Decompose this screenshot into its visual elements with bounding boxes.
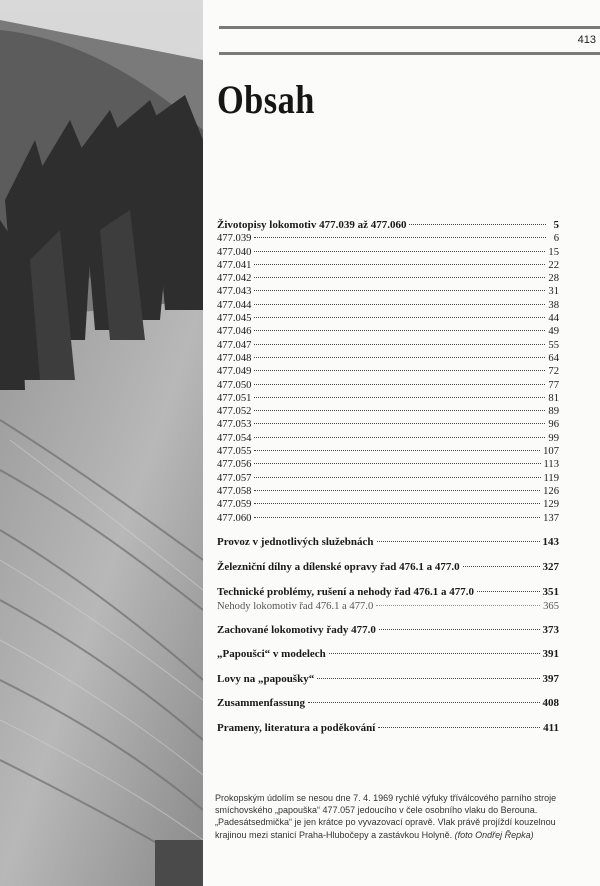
toc-entry-label: 477.055 bbox=[217, 446, 252, 458]
toc-entry-locomotive[interactable] bbox=[217, 392, 559, 405]
toc-entry-locomotive[interactable] bbox=[217, 365, 559, 378]
leader-dots bbox=[254, 317, 545, 318]
toc-entry-label: 477.040 bbox=[217, 246, 252, 258]
toc-entry-label: 477.059 bbox=[217, 499, 252, 511]
toc-entry-locomotive[interactable] bbox=[217, 485, 559, 498]
toc-entry-lives[interactable] bbox=[217, 219, 559, 232]
toc-entry-page: 72 bbox=[548, 366, 559, 378]
toc-entry-page: 327 bbox=[542, 561, 559, 574]
toc-entry-page: 77 bbox=[548, 379, 559, 391]
toc-entry-locomotive[interactable] bbox=[217, 285, 559, 298]
page-number: 413 bbox=[577, 34, 596, 46]
leader-dots bbox=[254, 503, 540, 504]
toc-entry-page: 397 bbox=[542, 672, 559, 685]
leader-dots bbox=[254, 490, 540, 491]
toc-entry-locomotive[interactable] bbox=[217, 272, 559, 285]
toc-entry-page: 49 bbox=[548, 326, 559, 338]
toc-entry-label: 477.051 bbox=[217, 392, 252, 404]
leader-dots bbox=[254, 290, 545, 291]
toc-entry-locomotive[interactable] bbox=[217, 339, 559, 352]
leader-dots bbox=[254, 410, 545, 411]
landscape-photo bbox=[0, 0, 203, 886]
toc-entry-page: 44 bbox=[548, 313, 559, 325]
toc-entry-page: 64 bbox=[548, 352, 559, 364]
leader-dots bbox=[409, 224, 546, 225]
toc-entry-page: 137 bbox=[543, 512, 559, 524]
page-title: Obsah bbox=[217, 77, 315, 122]
leader-dots bbox=[254, 357, 545, 358]
toc-entry-provoz[interactable] bbox=[217, 536, 559, 549]
toc-entry-page: 31 bbox=[548, 286, 559, 298]
toc-entry-label: 477.039 bbox=[217, 233, 252, 245]
toc-entry-page: 129 bbox=[543, 499, 559, 511]
toc-entry-label: 477.060 bbox=[217, 512, 252, 524]
toc-entry-page: 365 bbox=[543, 600, 559, 612]
toc-entry-label: Technické problémy, rušení a nehody řad 476.1 a 477.0 bbox=[217, 586, 475, 599]
toc-entry-label: Lovy na „papoušky“ bbox=[217, 672, 315, 685]
toc-entry-locomotive[interactable] bbox=[217, 405, 559, 418]
toc-entry-locomotive[interactable] bbox=[217, 379, 559, 392]
toc-entry-page: 411 bbox=[543, 722, 559, 735]
toc-entry-page: 119 bbox=[543, 472, 559, 484]
leader-dots bbox=[254, 251, 545, 252]
toc-entry-label: 477.046 bbox=[217, 326, 252, 338]
leader-dots bbox=[254, 264, 545, 265]
toc-entry-locomotive[interactable] bbox=[217, 299, 559, 312]
leader-dots bbox=[463, 566, 540, 567]
leader-dots bbox=[254, 304, 545, 305]
toc-entry-label: 477.047 bbox=[217, 339, 252, 351]
leader-dots bbox=[377, 541, 540, 542]
toc-entry-lovy[interactable] bbox=[217, 673, 559, 686]
leader-dots bbox=[254, 237, 546, 238]
toc-entry-locomotive[interactable] bbox=[217, 232, 559, 245]
toc-entry-technicke[interactable] bbox=[217, 586, 559, 599]
toc-entry-label: 477.049 bbox=[217, 366, 252, 378]
toc-entry-label: 477.045 bbox=[217, 313, 252, 325]
toc-entry-label: Zusammenfassung bbox=[217, 696, 306, 709]
leader-dots bbox=[254, 277, 545, 278]
leader-dots bbox=[254, 397, 545, 398]
toc-entry-page: 38 bbox=[548, 299, 559, 311]
photo-caption bbox=[215, 792, 585, 841]
toc-entry-label: „Papoušci“ v modelech bbox=[217, 648, 326, 661]
toc-entry-locomotive[interactable] bbox=[217, 246, 559, 259]
toc-entry-modely[interactable] bbox=[217, 648, 559, 661]
toc-entry-page: 15 bbox=[548, 246, 559, 258]
contents-page bbox=[203, 0, 600, 886]
leader-dots bbox=[254, 450, 540, 451]
photo-credit: (foto Ondřej Řepka) bbox=[454, 829, 534, 840]
table-of-contents bbox=[217, 219, 559, 736]
toc-entry-label: 477.056 bbox=[217, 459, 252, 471]
toc-entry-label: Životopisy lokomotiv 477.039 až 477.060 bbox=[217, 219, 407, 231]
toc-entry-label: Prameny, literatura a poděkování bbox=[217, 722, 376, 735]
toc-entry-nehody[interactable] bbox=[217, 600, 559, 613]
toc-entry-label: 477.043 bbox=[217, 286, 252, 298]
toc-entry-page: 107 bbox=[543, 446, 559, 458]
leader-dots bbox=[254, 437, 545, 438]
toc-entry-locomotive[interactable] bbox=[217, 458, 559, 471]
toc-entry-label: 477.052 bbox=[217, 406, 252, 418]
toc-entry-page: 89 bbox=[548, 406, 559, 418]
top-rule-lower bbox=[219, 52, 600, 55]
toc-entry-label: 477.042 bbox=[217, 273, 252, 285]
toc-entry-zachovane[interactable] bbox=[217, 624, 559, 637]
toc-entry-label: 477.057 bbox=[217, 472, 252, 484]
toc-entry-locomotive[interactable] bbox=[217, 472, 559, 485]
top-rule bbox=[219, 26, 600, 29]
toc-entry-label: Železniční dílny a dílenské opravy řad 476.1 a 477.0 bbox=[217, 561, 460, 574]
toc-entry-page: 373 bbox=[542, 624, 559, 637]
caption-text: Prokopským údolím se nesou dne 7. 4. 1969 rychlé výfuky tříválcového parního stroje smíchovského „papouška“ 477.057 jedoucího v čele osobního vlaku do Berouna. „Padesátsedmička“ je jen krátce po vyvazovací opravě. Vlak právě projíždí kouzelnou krajinou mezi stanicí Praha-Hlubočepy a zastávkou Holyně. bbox=[215, 793, 557, 840]
toc-entry-label: 477.044 bbox=[217, 299, 252, 311]
leader-dots bbox=[376, 605, 540, 606]
toc-entry-locomotive[interactable] bbox=[217, 325, 559, 338]
toc-entry-locomotive[interactable] bbox=[217, 498, 559, 511]
leader-dots bbox=[254, 477, 540, 478]
leader-dots bbox=[254, 463, 540, 464]
toc-entry-prameny[interactable] bbox=[217, 722, 559, 735]
toc-entry-page: 55 bbox=[548, 339, 559, 351]
toc-entry-label: Provoz v jednotlivých služebnách bbox=[217, 535, 374, 548]
toc-entry-locomotive[interactable] bbox=[217, 259, 559, 272]
toc-entry-dilny[interactable] bbox=[217, 561, 559, 574]
toc-entry-page: 6 bbox=[553, 233, 559, 245]
toc-entry-locomotive[interactable] bbox=[217, 418, 559, 431]
leader-dots bbox=[254, 344, 545, 345]
toc-entry-label: 477.048 bbox=[217, 352, 252, 364]
toc-entry-label: 477.053 bbox=[217, 419, 252, 431]
toc-entry-page: 81 bbox=[548, 392, 559, 404]
leader-dots bbox=[254, 384, 545, 385]
toc-entry-page: 143 bbox=[542, 535, 559, 548]
leader-dots bbox=[254, 517, 540, 518]
toc-entry-page: 22 bbox=[548, 259, 559, 271]
toc-entry-locomotive[interactable] bbox=[217, 445, 559, 458]
toc-entry-page: 99 bbox=[548, 432, 559, 444]
locomotive-list bbox=[217, 232, 559, 525]
toc-entry-page: 408 bbox=[542, 696, 559, 709]
leader-dots bbox=[477, 591, 539, 592]
leader-dots bbox=[378, 727, 540, 728]
leader-dots bbox=[379, 629, 540, 630]
leader-dots bbox=[329, 653, 540, 654]
toc-entry-locomotive[interactable] bbox=[217, 352, 559, 365]
toc-entry-locomotive[interactable] bbox=[217, 312, 559, 325]
toc-entry-page: 28 bbox=[548, 273, 559, 285]
leader-dots bbox=[254, 423, 545, 424]
leader-dots bbox=[254, 330, 545, 331]
toc-entry-label: 477.050 bbox=[217, 379, 252, 391]
toc-entry-page: 351 bbox=[542, 586, 559, 599]
toc-entry-locomotive[interactable] bbox=[217, 512, 559, 525]
leader-dots bbox=[308, 702, 539, 703]
toc-entry-locomotive[interactable] bbox=[217, 432, 559, 445]
toc-entry-page: 113 bbox=[543, 459, 559, 471]
leader-dots bbox=[317, 678, 539, 679]
toc-entry-page: 391 bbox=[542, 648, 559, 661]
toc-entry-label: 477.054 bbox=[217, 432, 252, 444]
toc-entry-page: 126 bbox=[543, 485, 559, 497]
toc-entry-page: 5 bbox=[553, 219, 559, 231]
leader-dots bbox=[254, 370, 545, 371]
toc-entry-label: Zachované lokomotivy řady 477.0 bbox=[217, 624, 376, 637]
toc-entry-page: 96 bbox=[548, 419, 559, 431]
toc-entry-label: Nehody lokomotiv řad 476.1 a 477.0 bbox=[217, 600, 374, 612]
toc-entry-zusammenfassung[interactable] bbox=[217, 697, 559, 710]
toc-entry-label: 477.041 bbox=[217, 259, 252, 271]
toc-entry-label: 477.058 bbox=[217, 485, 252, 497]
